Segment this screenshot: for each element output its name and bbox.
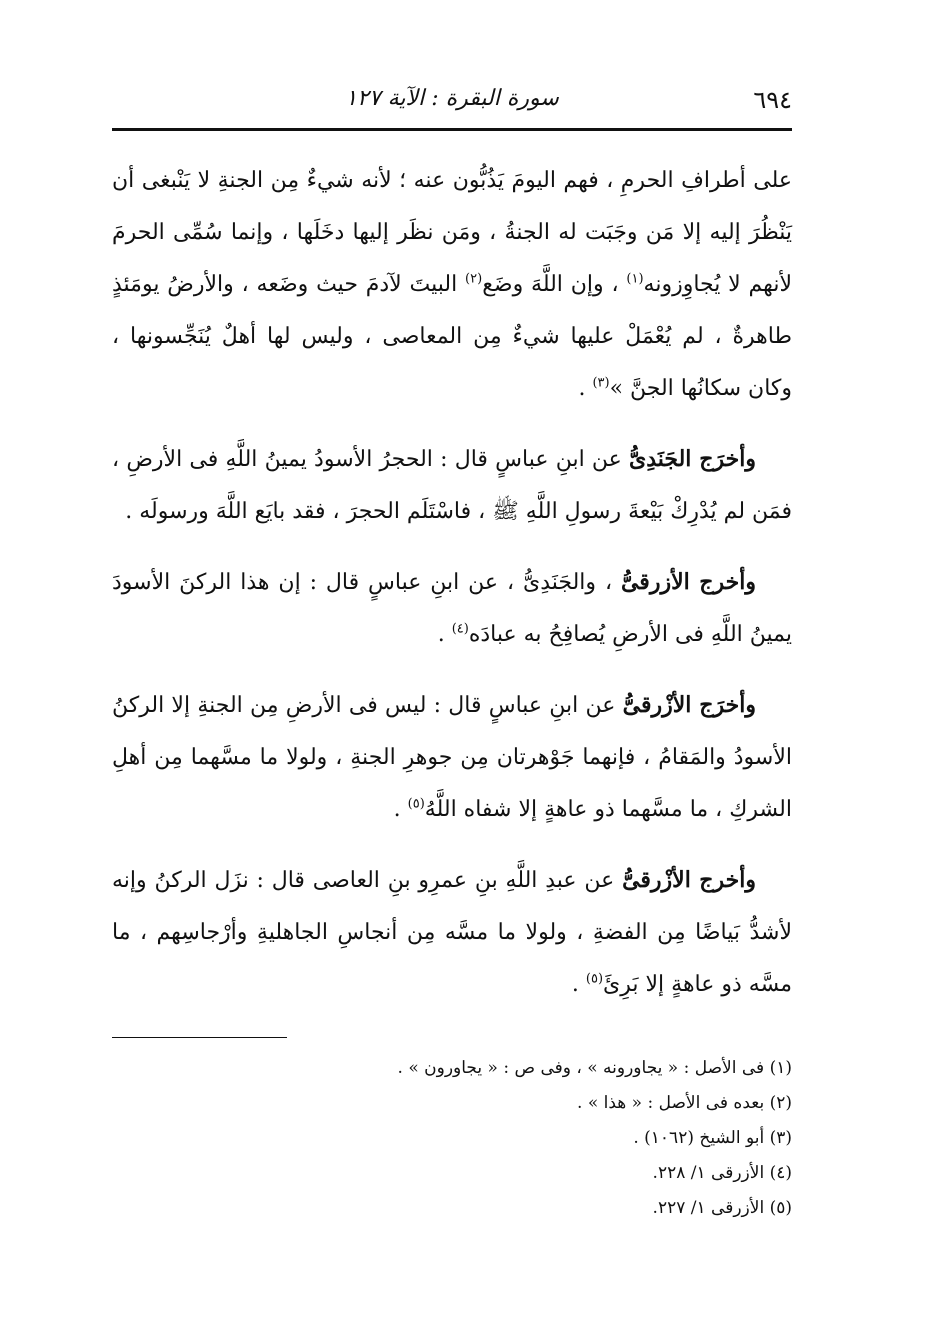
paragraph-text: على أطرافِ الحرمِ ، فهم اليومَ يَذُبُّون عنه ؛ لأنه شيءٌ مِن الجنةِ لا يَنْبغى أن يَنْظُرَ إليه إلا مَن وجَبَت له الجنةُ ، ومَن نظَر إليها دخَلَها ، وإنما سُمِّى الحرمَ لأنهم لا يُجاوِزونه [112,168,792,297]
paragraph-text: . [393,797,408,822]
footnote-5: (٥) الأزرقى ١/ ٢٢٧. [652,1198,792,1218]
main-text [112,155,792,1011]
footnote-2: (٢) بعده فى الأصل : « هذا » . [577,1093,792,1113]
paragraph-text: عن عبدِ اللَّهِ بنِ عمرِو بنِ العاصى قال : نزَل الركنُ وإنه لأشدُّ بَياضًا مِن الفضةِ ، ولولا ما مسَّه مِن أنجاسِ الجاهليةِ وأرْجاسِهم ، ما مسَّه ذو عاهةٍ إلا بَرِئَ [112,868,792,997]
footnote-marker: (١) [626,271,644,287]
paragraph-4 [112,679,792,836]
paragraph-3 [112,556,792,661]
page-number: ٦٩٤ [753,86,792,114]
header-rule [112,128,792,131]
paragraph-lead: وأخرج الأزرقىُّ [620,569,756,595]
paragraph-text: عن ابنِ عباسٍ قال : ليس فى الأرضِ مِن الجنةِ إلا الركنُ الأسودُ والمَقامُ ، فإنهما جَوْهرتان مِن جوهرِ الجنةِ ، ولولا ما مسَّهما مِن أهلِ الشركِ ، ما مسَّهما ذو عاهةٍ إلا شفاه اللَّهُ [112,693,792,822]
paragraph-text: عن ابنِ عباسٍ قال : الحجرُ الأسودُ يمينُ اللَّهِ فى الأرضِ ، فمَن لم يُدْرِكْ بَيْعةَ رسولِ اللَّهِ ﷺ ، فاسْتَلَم الحجرَ ، فقد بايَع اللَّهَ ورسولَه . [112,447,792,524]
paragraph-1 [112,155,792,415]
footnote-1: (١) فى الأصل : « يجاورونه » ، وفى ص : « يجاورون » . [397,1058,792,1078]
footnote-marker: (٥) [585,971,604,987]
footnote-marker: (٣) [592,375,610,391]
footnote-3: (٣) أبو الشيخ (١٠٦٢) . [633,1128,792,1148]
footnotes [112,1052,792,1225]
paragraph-text: ، وإن اللَّهَ وضَع [482,272,627,297]
footnote-marker: (٢) [465,271,483,287]
paragraph-text: . [578,376,593,401]
running-title: سورة البقرة : الآية ١٢٧ [345,86,559,111]
footnote-4: (٤) الأزرقى ١/ ٢٢٨. [652,1163,792,1183]
paragraph-text: البيتَ لآدمَ حيث وضَعه ، والأرضُ يومَئذٍ طاهرةٌ ، لم يُعْمَلْ عليها شيءٌ مِن المعاصى ، وليس لها أهلٌ يُنَجِّسونها ، وكان سكانُها الجنَّ » [112,272,792,401]
paragraph-text: . [437,622,452,647]
footnote-marker: (٥) [407,796,425,812]
paragraph-text: . [571,972,586,997]
page [112,78,792,1227]
page-header [112,78,792,122]
paragraph-lead: وأخرج الأزْرقىُّ [622,867,756,893]
footnote-marker: (٤) [451,621,469,637]
paragraph-2 [112,433,792,538]
paragraph-text: ، والجَنَدِىُّ ، عن ابنِ عباسٍ قال : إن هذا الركنَ الأسودَ يمينُ اللَّهِ فى الأرضِ يُصافِحُ به عبادَه [112,570,792,647]
paragraph-lead: وأخرَج الأزْرقىُّ [622,692,756,718]
footnote-rule [112,1037,287,1038]
paragraph-5 [112,854,792,1011]
paragraph-lead: وأخرَج الجَنَدِىُّ [629,446,756,472]
